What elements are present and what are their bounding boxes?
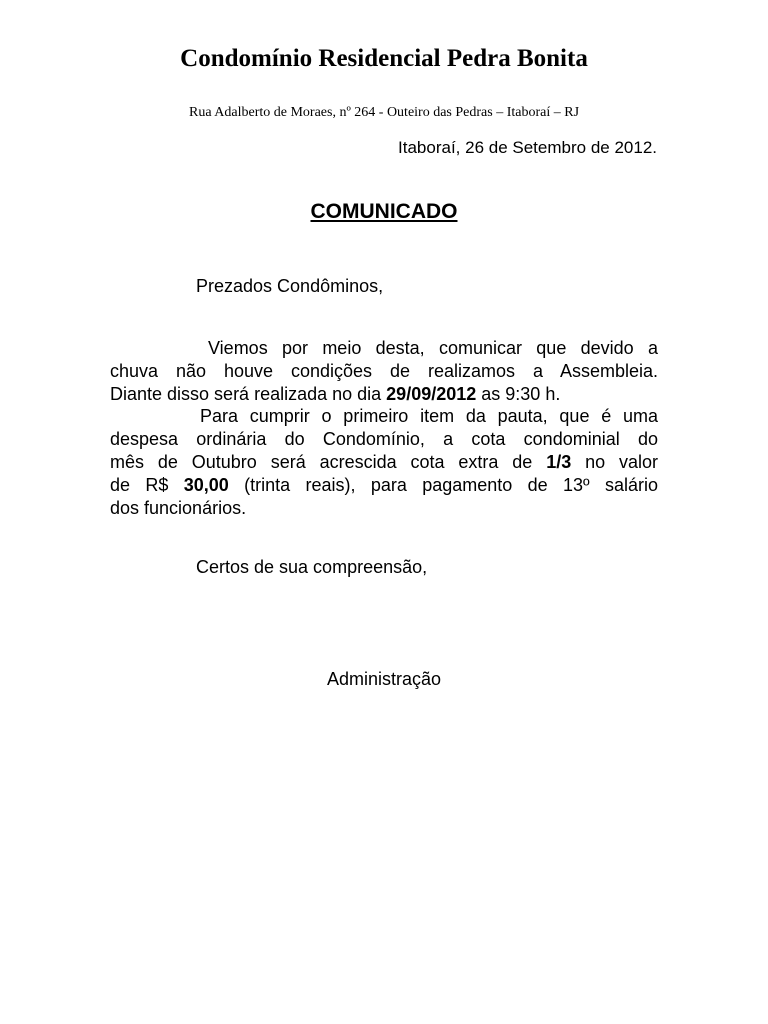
paragraph-line [110,428,658,451]
condominium-title: Condomínio Residencial Pedra Bonita [180,45,588,72]
text-segment: (trinta reais), para pagamento de 13º salário [228,474,658,495]
date-line: Itaboraí, 26 de Setembro de 2012. [398,138,657,157]
text-segment: no valor [571,451,659,472]
text-segment: Diante disso será realizada no dia [110,383,387,404]
paragraph-rain-postponement [110,337,658,405]
text-segment: despesa ordinária do Condomínio, a cota condominial do [110,429,658,450]
paragraph-line [110,360,658,383]
text-segment: de R$ [110,474,184,495]
text-segment: as 9:30 h. [476,383,561,404]
text-segment: chuva não houve condições de realizamos a Assembleia. [110,360,658,381]
condominium-address: Rua Adalberto de Moraes, nº 264 - Outeiro das Pedras – Itaboraí – RJ [188,105,580,120]
signature: Administração [326,669,442,689]
closing-line: Certos de sua compreensão, [196,557,428,577]
extra-fee-fraction: 1/3 [546,451,572,472]
paragraph-extra-fee [110,405,658,519]
notice-heading: COMUNICADO [310,200,458,223]
paragraph-line [110,405,658,428]
paragraph-line [110,474,658,497]
text-segment: Viemos por meio desta, comunicar que devido a [208,338,658,358]
notice-body [110,337,658,519]
text-segment: Para cumprir o primeiro item da pauta, que é uma [200,406,658,427]
paragraph-line [110,451,658,474]
paragraph-line [110,337,658,360]
text-segment: dos funcionários. [110,497,247,518]
extra-fee-amount: 30,00 [183,474,229,495]
meeting-date: 29/09/2012 [386,383,477,404]
paragraph-line [110,497,658,520]
text-segment: mês de Outubro será acrescida cota extra de [110,451,547,472]
paragraph-line [110,383,658,406]
salutation: Prezados Condôminos, [196,276,384,296]
